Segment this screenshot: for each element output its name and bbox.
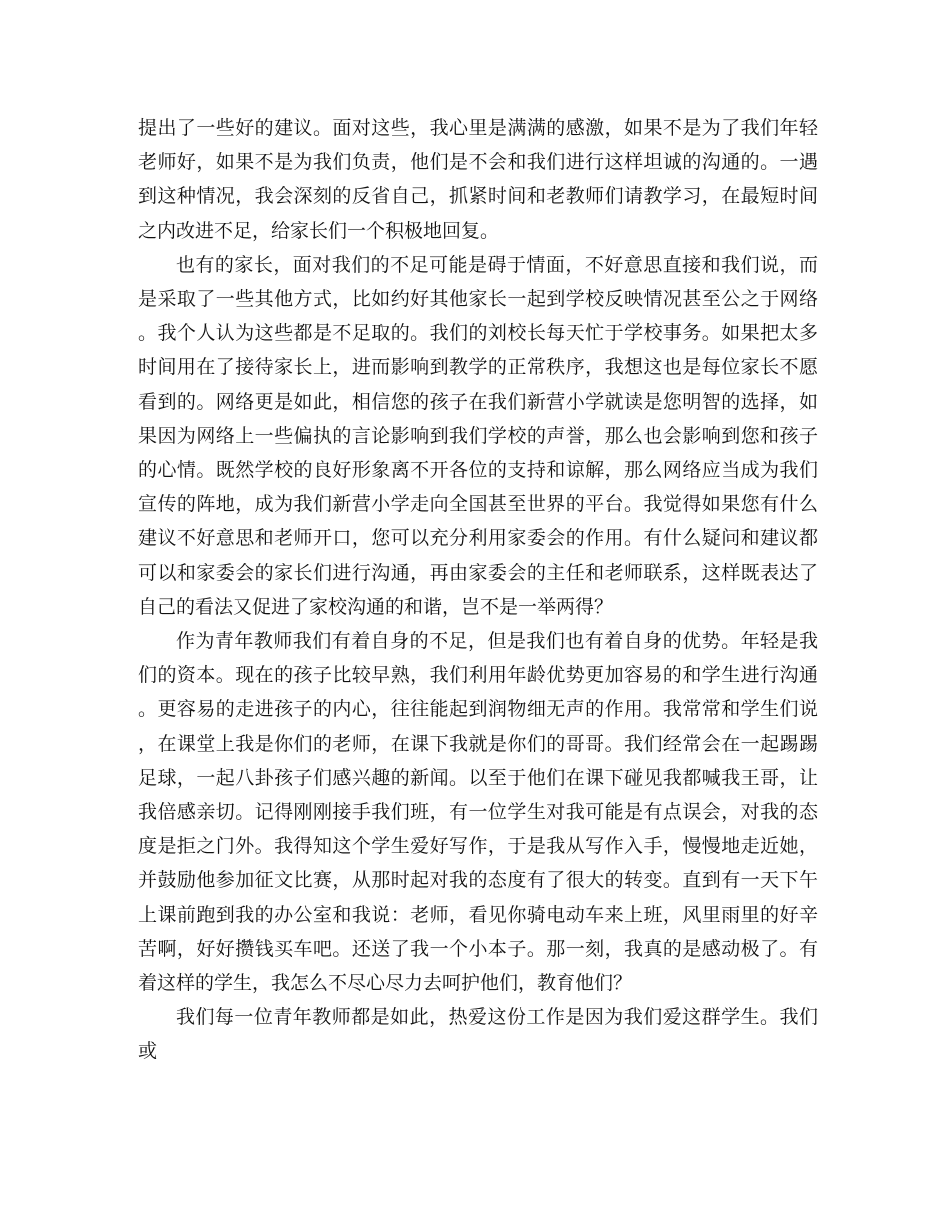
paragraph-2: 也有的家长，面对我们的不足可能是碍于情面，不好意思直接和我们说，而是采取了一些其他方式，比如约好其他家长一起到学校反映情况甚至公之于网络。我个人认为这些都是不足取的。我们的刘校长每天忙于学校事务。如果把太多时间用在了接待家长上，进而影响到教学的正常秩序，我想这也是每位家长不愿看到的。网络更是如此，相信您的孩子在我们新营小学就读是您明智的选择，如果因为网络上一些偏执的言论影响到我们学校的声誉，那么也会影响到您和孩子的心情。既然学校的良好形象离不开各位的支持和谅解，那么网络应当成为我们宣传的阵地，成为我们新营小学走向全国甚至世界的平台。我觉得如果您有什么建议不好意思和老师开口，您可以充分利用家委会的作用。有什么疑问和建议都可以和家委会的家长们进行沟通，再由家委会的主任和老师联系，这样既表达了自己的看法又促进了家校沟通的和谐，岂不是一举两得？ — [138, 253, 818, 618]
paragraph-1: 提出了一些好的建议。面对这些，我心里是满满的感激，如果不是为了我们年轻老师好，如果不是为我们负责，他们是不会和我们进行这样坦诚的沟通的。一遇到这种情况，我会深刻的反省自己，抓紧时间和老教师们请教学习，在最短时间之内改进不足，给家长们一个积极地回复。 — [138, 117, 818, 242]
paragraph-4: 我们每一位青年教师都是如此，热爱这份工作是因为我们爱这群学生。我们或 — [138, 1006, 818, 1063]
paragraph-3: 作为青年教师我们有着自身的不足，但是我们也有着自身的优势。年轻是我们的资本。现在的孩子比较早熟，我们利用年龄优势更加容易的和学生进行沟通。更容易的走进孩子的内心，往往能起到润物细无声的作用。我常常和学生们说，在课堂上我是你们的老师，在课下我就是你们的哥哥。我们经常会在一起踢踢足球，一起八卦孩子们感兴趣的新闻。以至于他们在课下碰见我都喊我王哥，让我倍感亲切。记得刚刚接手我们班，有一位学生对我可能是有点误会，对我的态度是拒之门外。我得知这个学生爱好写作，于是我从写作入手，慢慢地走近她，并鼓励他参加征文比赛，从那时起对我的态度有了很大的转变。直到有一天下午上课前跑到我的办公室和我说：老师，看见你骑电动车来上班，风里雨里的好辛苦啊，好好攒钱买车吧。还送了我一个小本子。那一刻，我真的是感动极了。有着这样的学生，我怎么不尽心尽力去呵护他们，教育他们？ — [138, 630, 818, 995]
body-text — [138, 111, 818, 1069]
